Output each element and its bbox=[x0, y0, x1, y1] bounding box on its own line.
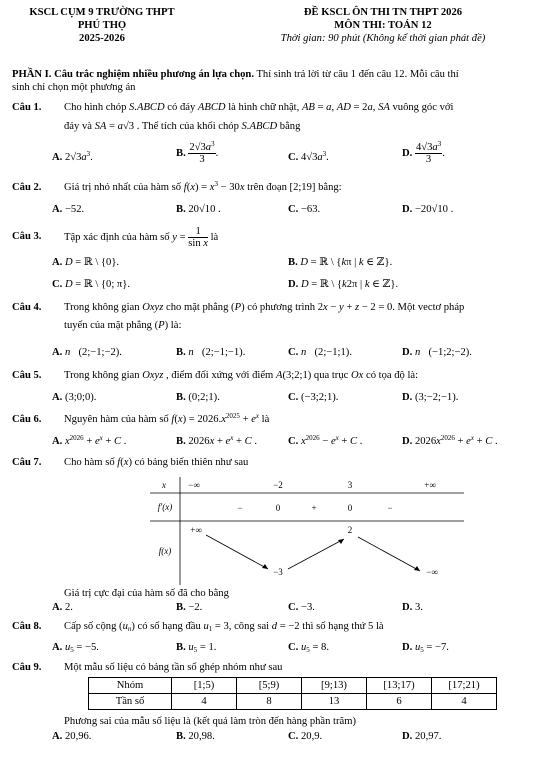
vt-x-label: x bbox=[162, 480, 166, 490]
option-b[interactable]: B. (0;2;1). bbox=[176, 392, 220, 403]
options-q6 bbox=[52, 435, 516, 449]
options-q3-row2 bbox=[52, 278, 516, 292]
vt-x-value: −∞ bbox=[188, 480, 200, 490]
exam-title: ĐỀ KSCL ÔN THI TN THPT 2026 bbox=[303, 7, 463, 18]
option-a[interactable]: A. n⃗(2;−1;−2). bbox=[52, 347, 122, 358]
option-d[interactable]: D. n⃗(−1;2;−2). bbox=[402, 347, 472, 358]
vt-arrow-up bbox=[288, 539, 344, 569]
time-limit: Thời gian: 90 phút (Không kể thời gian phát đề) bbox=[280, 33, 486, 44]
table-cell: [17;21) bbox=[432, 678, 497, 694]
option-c[interactable]: C. n⃗(2;−1;1). bbox=[288, 347, 352, 358]
options-q2 bbox=[52, 203, 516, 217]
option-b[interactable]: B. 20,98. bbox=[176, 731, 215, 742]
option-a[interactable]: A. 2. bbox=[52, 602, 73, 613]
vt-f-value: −∞ bbox=[426, 567, 438, 577]
table-cell: 8 bbox=[237, 694, 302, 710]
table-cell: 6 bbox=[367, 694, 432, 710]
option-a[interactable]: A. (3;0;0). bbox=[52, 392, 97, 403]
part-desc-1: Thí sinh trả lời từ câu 1 đến câu 12. Mỗi câu thí bbox=[253, 69, 459, 80]
option-c[interactable]: C. $u_5 = 8$. bbox=[288, 642, 329, 654]
variation-table bbox=[150, 477, 464, 585]
option-d[interactable]: D. $2026x^{2026} + e^x + C$ . bbox=[402, 434, 498, 447]
exam-page: KSCL CỤM 9 TRƯỜNG THPT PHÚ THỌ 2025-2026 ĐỀ KSCL ÔN THI TN THPT 2026 MÔN THI: TOÁN 12 Thời gian: 90 phút (Không kể thời gian phát đề) PHẦN I. Câu trắc nghiệm nhiều phương án lựa chọn. Thí sinh trả lời từ câu 1 đến câu 12. Mỗi câu thí sinh chỉ chọn một phương án Câu 1. Cho hình chóp S.ABCD có đáy ABCD là hình chữ nhật, AB = a, AD = 2a, SA vuông góc với đáy và SA = a√3 . Thể tích của khối chóp S.ABCD bằng A. $2√3a^3$. B. $\frac{2√3a^3}{3}$ . C. $4√3a^3$. D. $\frac{4√3a^3}{3}$ . Câu 2. Giá trị nhỏ nhất của hàm số $f(x) = x^3 - 30x$ trên đoạn [2;19] bằng: A. −52. B. 20√10 . C. −63. D. −20√10 . Câu 3. Tập xác định của hàm số y = $\frac{1}{\text{sin x}}$ là A. D = ℝ \ {0}. B. D = ℝ \ {kπ | k ∈ ℤ}. C. D = ℝ \ {0; π}. D. D = ℝ \ {k2π | k ∈ ℤ}. Câu 4. Trong không gian Oxyz cho mặt phẳng (P) có phương trình 2x − y + z − 2 = 0. Một vectơ pháp tuyến của mặt phẳng (P) là: A. n⃗(2;−1;−2). B. n⃗(2;−1;−1). C. n⃗(2;−1;1). D. n⃗(−1;2;−2). Câu 5. Trong không gian Oxyz , điểm đối xứng với điểm A(3;2;1) qua trục Ox có tọa độ là: A. (3;0;0). B. (0;2;1). C. (−3;2;1). D. (3;−2;−1). Câu 6. Nguyên hàm của hàm số $f(x) = 2026.x^{2025} + e^x$ là A. $x^{2026} + e^x + C$ . B. $2026x + e^x + C$ . C. $x^{2026} - e^x + C$ . D. $2026x^{2026} + e^x + C$ . Câu 7. Cho hàm số f(x) có bảng biến thiên như sau x f′(x) f(x) −∞ −2 3 +∞ − 0 + 0 − +∞ −3 2 −∞ Giá trị cực đại của hàm số đã cho bằng A. 2. B. −2. C. −3. D. 3. Câu 8. Cấp số cộng $(u_n)$ có số hạng đầu $u_1 = 3$, công sai d = −2 thì số hạng thứ 5 là A. $u_5 = -5$. B. $u_5 = 1$. C. $u_5 = 8$. D. $u_5 = -7$. Câu 9. Một mẫu số liệu có bảng tần số ghép nhóm như sau Nhóm [1;5) [5;9) [9;13) [13;17) [17;21) Tần số 4 8 13 6 4 Phương sai của mẫu số liệu là (kết quả làm tròn đến hàng phần trăm) A. 20,96. B. 20,98. C. 20,9. D. 20,97. bbox=[0, 0, 538, 762]
option-d[interactable]: D. 20,97. bbox=[402, 731, 442, 742]
vt-sign: − bbox=[237, 503, 243, 513]
options-q5 bbox=[52, 391, 516, 405]
table-cell: [13;17) bbox=[367, 678, 432, 694]
vt-arrow-down bbox=[358, 537, 420, 571]
options-q1 bbox=[52, 140, 516, 165]
option-c[interactable]: C. −63. bbox=[288, 204, 321, 215]
school-name: KSCL CỤM 9 TRƯỜNG THPT bbox=[29, 7, 175, 18]
option-a[interactable]: A. $u_5 = -5$. bbox=[52, 642, 99, 654]
options-q8 bbox=[52, 641, 516, 655]
table-cell: [9;13) bbox=[302, 678, 367, 694]
part-instructions bbox=[12, 68, 528, 94]
option-a[interactable]: A. D = ℝ \ {0}. bbox=[52, 257, 120, 268]
option-c[interactable]: C. D = ℝ \ {0; π}. bbox=[52, 279, 130, 290]
row-label: Nhóm bbox=[89, 678, 172, 694]
table-cell: 4 bbox=[432, 694, 497, 710]
option-d[interactable]: D. $\frac{4√3a^3}{3}$ . bbox=[402, 140, 445, 165]
vt-f-value: −3 bbox=[273, 567, 283, 577]
option-b[interactable]: B. $2026x + e^x + C$ . bbox=[176, 434, 258, 447]
options-q4 bbox=[52, 346, 516, 360]
option-d[interactable]: D. −20√10 . bbox=[402, 204, 454, 215]
vt-arrow-down bbox=[206, 535, 268, 569]
option-d[interactable]: D. $u_5 = -7$. bbox=[402, 642, 449, 654]
table-cell: [5;9) bbox=[237, 678, 302, 694]
option-b[interactable]: B. n⃗(2;−1;−1). bbox=[176, 347, 246, 358]
vt-f-label: f(x) bbox=[158, 546, 172, 556]
vt-sign: + bbox=[311, 503, 317, 513]
vt-sign: 0 bbox=[347, 503, 353, 513]
subject: MÔN THI: TOÁN 12 bbox=[334, 20, 432, 31]
school-year: 2025-2026 bbox=[79, 33, 125, 44]
option-b[interactable]: B. −2. bbox=[176, 602, 203, 613]
option-c[interactable]: C. (−3;2;1). bbox=[288, 392, 339, 403]
vt-x-value: 3 bbox=[347, 480, 353, 490]
option-b[interactable]: B. $u_5 = 1$. bbox=[176, 642, 217, 654]
option-b[interactable]: B. D = ℝ \ {kπ | k ∈ ℤ}. bbox=[288, 257, 393, 268]
vt-fprime-label: f′(x) bbox=[157, 502, 173, 512]
vt-f-value: 2 bbox=[347, 525, 353, 535]
exam-header bbox=[238, 6, 528, 45]
table-cell: [1;5) bbox=[172, 678, 237, 694]
option-c[interactable]: C. $x^{2026} - e^x + C$ . bbox=[288, 434, 363, 447]
row-label: Tần số bbox=[89, 694, 172, 710]
option-c[interactable]: C. 20,9. bbox=[288, 731, 323, 742]
part-title: PHẦN I. Câu trắc nghiệm nhiều phương án lựa chọn. bbox=[12, 69, 254, 80]
table-row bbox=[89, 678, 497, 694]
province: PHÚ THỌ bbox=[77, 20, 127, 31]
table-cell: 13 bbox=[302, 694, 367, 710]
table-cell: 4 bbox=[172, 694, 237, 710]
frequency-table bbox=[88, 677, 497, 710]
vt-sign: − bbox=[387, 503, 393, 513]
option-d[interactable]: D. (3;−2;−1). bbox=[402, 392, 459, 403]
question-text: Cho hình chóp S.ABCD có đáy ABCD là hình chữ nhật, AB = a, AD = 2a, SA vuông góc với đáy và SA = a√3 . Thể tích của khối chóp S.ABCD bằng bbox=[64, 102, 454, 133]
option-c[interactable]: C. $4√3a^3$. bbox=[288, 150, 329, 163]
option-c[interactable]: C. −3. bbox=[288, 602, 315, 613]
option-a[interactable]: A. $2√3a^3$. bbox=[52, 150, 93, 163]
option-a[interactable]: A. 20,96. bbox=[52, 731, 92, 742]
question-number: Câu 1. bbox=[12, 102, 42, 113]
vt-x-value: +∞ bbox=[424, 480, 436, 490]
option-a[interactable]: A. $x^{2026} + e^x + C$ . bbox=[52, 434, 127, 447]
option-b[interactable]: B. $\frac{2√3a^3}{3}$ . bbox=[176, 140, 219, 165]
option-a[interactable]: A. −52. bbox=[52, 204, 85, 215]
vt-x-value: −2 bbox=[273, 480, 283, 490]
option-d[interactable]: D. 3. bbox=[402, 602, 423, 613]
school-header bbox=[22, 6, 182, 45]
option-d[interactable]: D. D = ℝ \ {k2π | k ∈ ℤ}. bbox=[288, 279, 399, 290]
vt-f-value: +∞ bbox=[190, 525, 202, 535]
part-desc-2: sinh chỉ chọn một phương án bbox=[12, 82, 136, 94]
option-b[interactable]: B. 20√10 . bbox=[176, 204, 221, 215]
options-q3-row1 bbox=[52, 256, 516, 270]
options-q7 bbox=[52, 601, 516, 615]
vt-sign: 0 bbox=[275, 503, 281, 513]
table-row bbox=[89, 694, 497, 710]
options-q9 bbox=[52, 730, 516, 744]
